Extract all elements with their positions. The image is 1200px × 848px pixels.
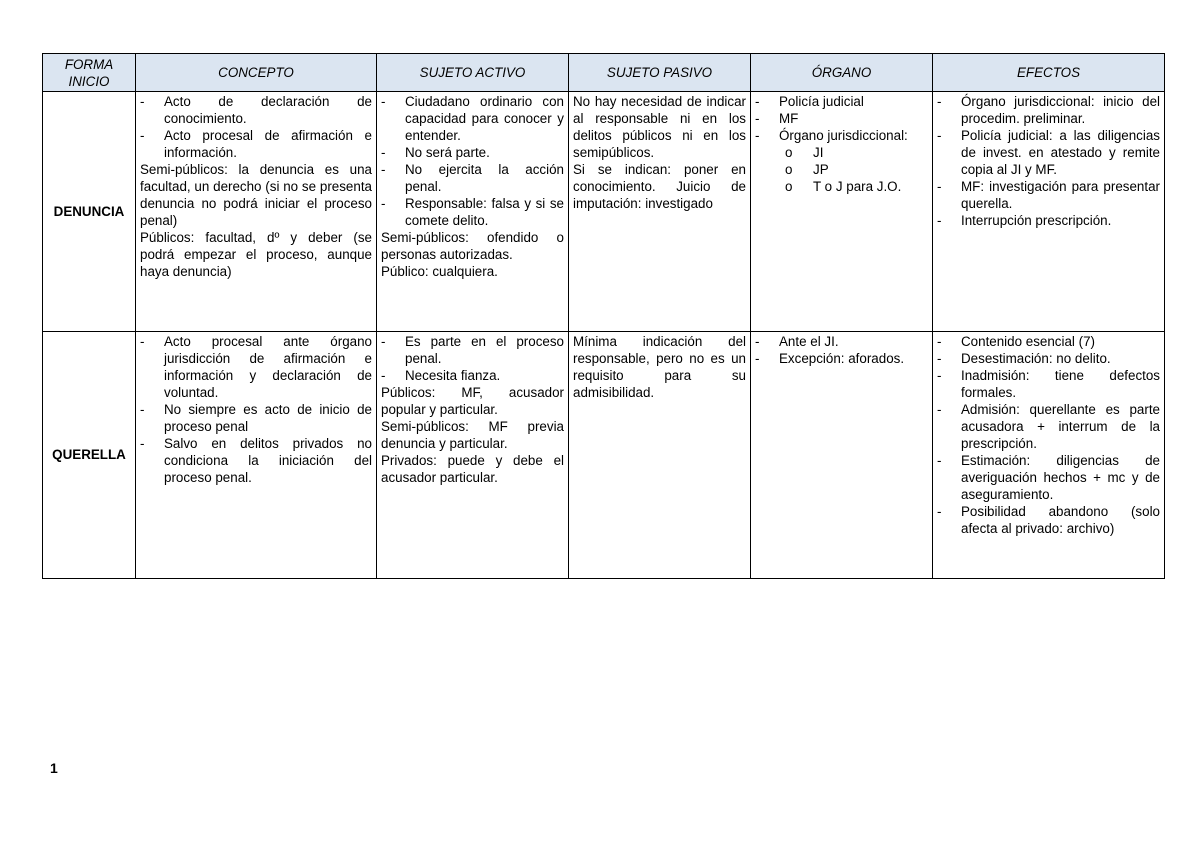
list-item: - Estimación: diligencias de averiguación hechos + mc y de aseguramiento. bbox=[937, 453, 1160, 502]
row-querella bbox=[43, 332, 1165, 579]
paragraph: Públicos: facultad, dº y deber (se podrá empezar el proceso, aunque haya denuncia) bbox=[140, 230, 372, 279]
cell-concepto bbox=[136, 332, 377, 579]
header-efectos: EFECTOS bbox=[933, 54, 1165, 92]
cell-efectos bbox=[933, 332, 1165, 579]
cell-organo bbox=[751, 92, 933, 332]
list-item: - Ante el JI. bbox=[755, 334, 839, 349]
page-number: 1 bbox=[50, 760, 58, 776]
header-row bbox=[43, 54, 1165, 92]
list-item: - Acto procesal de afirmación e información. bbox=[140, 128, 372, 160]
paragraph: Semi-públicos: ofendido o personas autorizadas. bbox=[381, 230, 564, 262]
cell-concepto bbox=[136, 92, 377, 332]
cell-sujeto-pasivo bbox=[569, 92, 751, 332]
paragraph: Semi-públicos: la denuncia es una facultad, un derecho (si no se presenta denuncia no podrá iniciar el proceso penal) bbox=[140, 162, 372, 228]
row-denuncia bbox=[43, 92, 1165, 332]
paragraph: Públicos: MF, acusador popular y particular. bbox=[381, 385, 564, 417]
paragraph: Público: cualquiera. bbox=[381, 264, 498, 279]
paragraph: Mínima indicación del responsable, pero no es un requisito para su admisibilidad. bbox=[573, 334, 746, 400]
header-sujeto-pasivo: SUJETO PASIVO bbox=[569, 54, 751, 92]
paragraph: Privados: puede y debe el acusador particular. bbox=[381, 453, 564, 485]
summary-table bbox=[42, 53, 1165, 579]
cell-sujeto-pasivo bbox=[569, 332, 751, 579]
sub-list-item: o JP bbox=[785, 162, 829, 177]
list-item: - Órgano jurisdiccional: bbox=[755, 128, 908, 143]
header-organo: ÓRGANO bbox=[751, 54, 933, 92]
cell-organo bbox=[751, 332, 933, 579]
circle-bullet-icon: o bbox=[785, 179, 793, 194]
paragraph: Si se indican: poner en conocimiento. Juicio de imputación: investigado bbox=[573, 162, 746, 211]
paragraph: No hay necesidad de indicar al responsable ni en los delitos públicos ni en los semipúblicos. bbox=[573, 94, 746, 160]
list-item: - No ejercita la acción penal. bbox=[381, 162, 564, 194]
cell-sujeto-activo bbox=[377, 92, 569, 332]
list-item: - Posibilidad abandono (solo afecta al privado: archivo) bbox=[937, 504, 1160, 536]
list-item: - No será parte. bbox=[381, 145, 490, 160]
list-item: - Policía judicial bbox=[755, 94, 864, 109]
circle-bullet-icon: o bbox=[785, 162, 793, 177]
list-item: - Admisión: querellante es parte acusadora + interrum de la prescripción. bbox=[937, 402, 1160, 451]
list-item: - Excepción: aforados. bbox=[755, 351, 905, 366]
sub-list-item: o T o J para J.O. bbox=[785, 179, 902, 194]
list-item: - Acto procesal ante órgano jurisdicción de afirmación e información y declaración de voluntad. bbox=[140, 334, 372, 400]
header-forma-inicio: FORMA INICIO bbox=[43, 54, 136, 92]
list-item: - Acto de declaración de conocimiento. bbox=[140, 94, 372, 126]
row-label: DENUNCIA bbox=[43, 92, 136, 332]
list-item: - MF: investigación para presentar querella. bbox=[937, 179, 1160, 211]
list-item: - No siempre es acto de inicio de proceso penal bbox=[140, 402, 372, 434]
list-item: - Interrupción prescripción. bbox=[937, 213, 1112, 228]
list-item: - Es parte en el proceso penal. bbox=[381, 334, 564, 366]
list-item: - Contenido esencial (7) bbox=[937, 334, 1095, 349]
header-sujeto-activo: SUJETO ACTIVO bbox=[377, 54, 569, 92]
list-item: - Desestimación: no delito. bbox=[937, 351, 1111, 366]
row-label: QUERELLA bbox=[43, 332, 136, 579]
header-concepto: CONCEPTO bbox=[136, 54, 377, 92]
list-item: - Responsable: falsa y si se comete delito. bbox=[381, 196, 564, 228]
sub-list-item: o JI bbox=[785, 145, 824, 160]
list-item: - Órgano jurisdiccional: inicio del procedim. preliminar. bbox=[937, 94, 1160, 126]
list-item: - Inadmisión: tiene defectos formales. bbox=[937, 368, 1160, 400]
list-item: - MF bbox=[755, 111, 799, 126]
list-item: - Salvo en delitos privados no condiciona la iniciación del proceso penal. bbox=[140, 436, 372, 485]
list-item: - Ciudadano ordinario con capacidad para conocer y entender. bbox=[381, 94, 564, 143]
cell-sujeto-activo bbox=[377, 332, 569, 579]
cell-efectos bbox=[933, 92, 1165, 332]
paragraph: Semi-públicos: MF previa denuncia y particular. bbox=[381, 419, 564, 451]
circle-bullet-icon: o bbox=[785, 145, 793, 160]
list-item: - Necesita fianza. bbox=[381, 368, 501, 383]
list-item: - Policía judicial: a las diligencias de invest. en atestado y remite copia al JI y MF. bbox=[937, 128, 1160, 177]
